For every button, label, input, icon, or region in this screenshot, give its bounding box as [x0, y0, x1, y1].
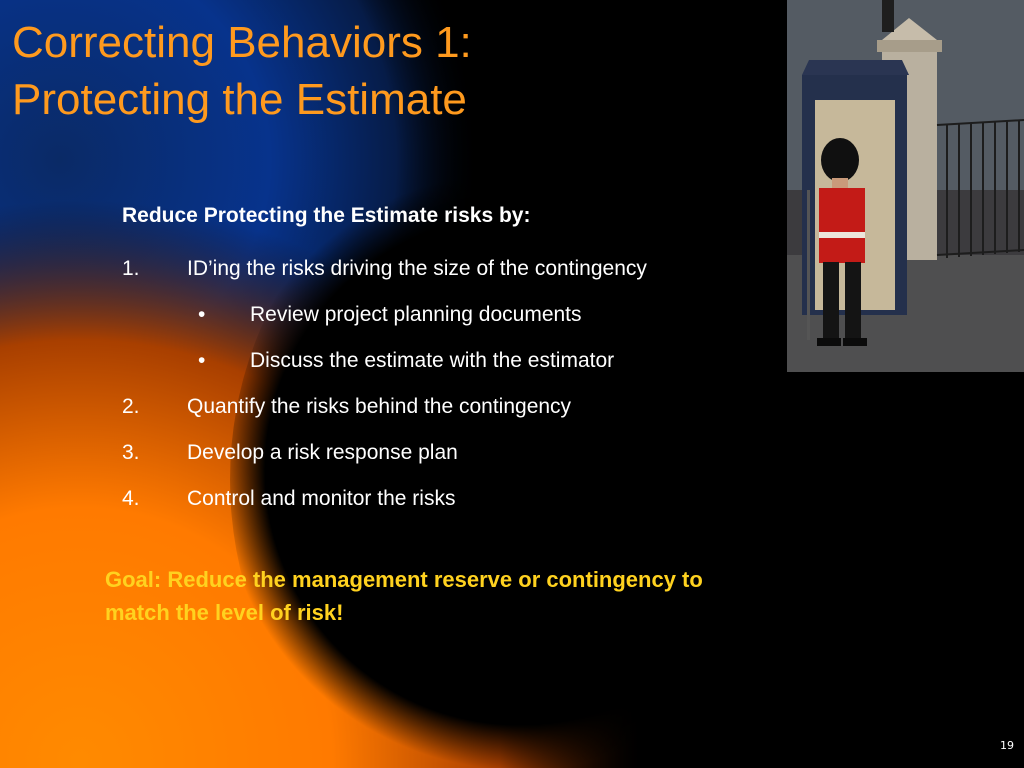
list-item-text: Review project planning documents [250, 303, 582, 326]
list-item-text: Quantify the risks behind the contingency [187, 395, 572, 418]
goal-statement [105, 563, 905, 629]
bullet-marker: • [198, 349, 206, 372]
title-line-2: Protecting the Estimate [12, 75, 467, 124]
list-item-text: Develop a risk response plan [187, 441, 458, 464]
list-item-text: ID’ing the risks driving the size of the contingency [187, 257, 647, 280]
list-heading: Reduce Protecting the Estimate risks by: [122, 204, 531, 227]
goal-line-2: match the level of risk! [105, 600, 344, 625]
list-item-marker: 2. [122, 395, 140, 418]
page-number: 19 [1000, 739, 1014, 752]
title-line-1: Correcting Behaviors 1: [12, 18, 472, 67]
list-item-text: Control and monitor the risks [187, 487, 456, 510]
slide-title [12, 14, 472, 128]
bullet-marker: • [198, 303, 206, 326]
list-item-marker: 1. [122, 257, 140, 280]
goal-line-1: Goal: Reduce the management reserve or contingency to [105, 567, 703, 592]
royal-guard-photo [787, 0, 1024, 372]
list-item-text: Discuss the estimate with the estimator [250, 349, 615, 372]
list-item-marker: 4. [122, 487, 140, 510]
list-item-marker: 3. [122, 441, 140, 464]
